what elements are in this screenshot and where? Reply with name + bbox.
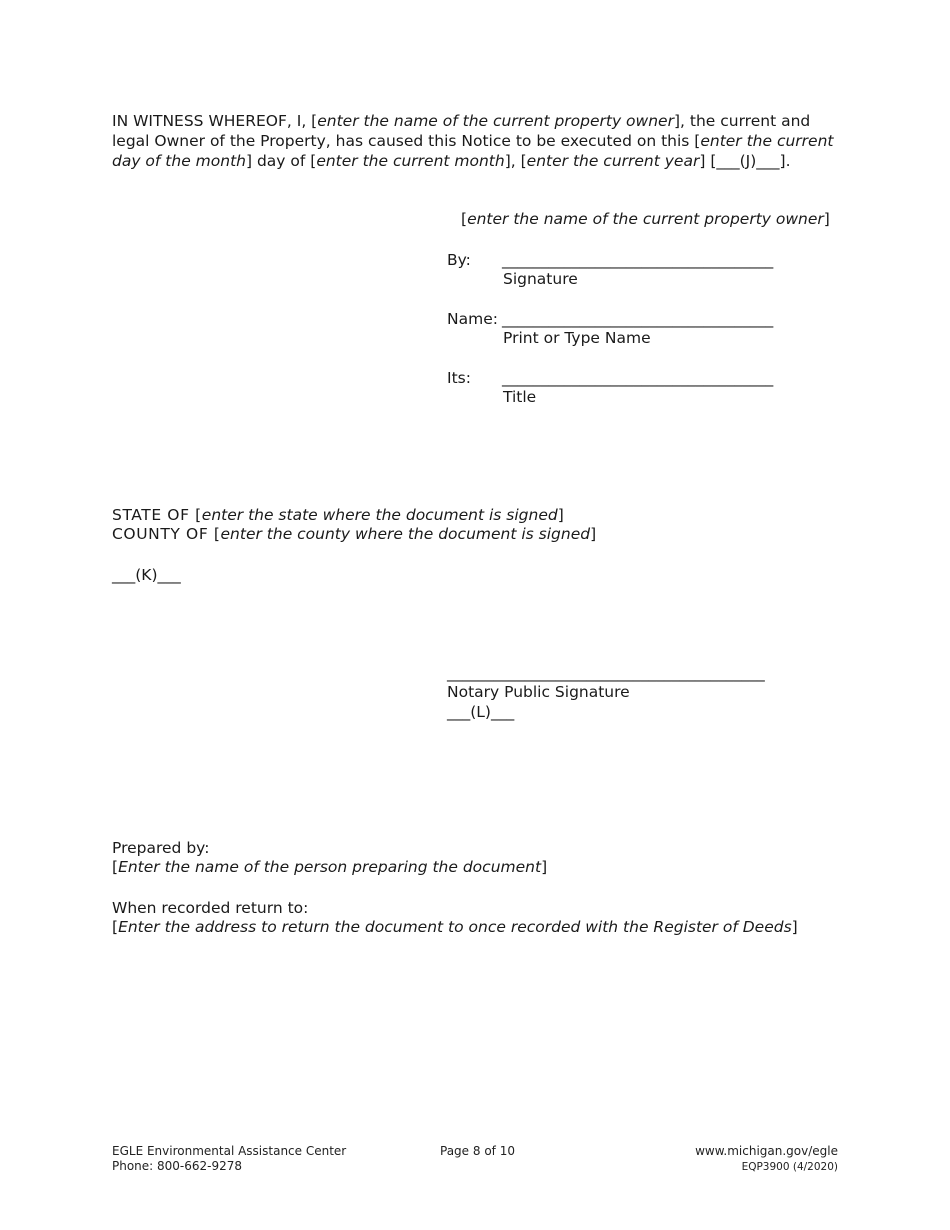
county-label: COUNTY OF [ bbox=[112, 525, 221, 543]
witness-line-2 bbox=[112, 131, 842, 151]
footer-phone: Phone: 800-662-9278 bbox=[112, 1159, 243, 1173]
signature-caption: Signature bbox=[503, 270, 578, 288]
owner-name-heading bbox=[461, 209, 830, 229]
month-placeholder: enter the current month bbox=[316, 152, 505, 170]
footer-page-number: Page 8 of 10 bbox=[440, 1144, 515, 1158]
year-placeholder: enter the current year bbox=[526, 152, 700, 170]
bracket: [ bbox=[112, 918, 119, 936]
return-address-line bbox=[112, 917, 798, 937]
preparer-placeholder: Enter the name of the person preparing the document bbox=[118, 858, 542, 876]
witness-text: IN WITNESS WHEREOF, I, [ bbox=[112, 112, 318, 130]
bracket: ] bbox=[541, 858, 548, 876]
state-line bbox=[112, 505, 564, 525]
signature-line: ___________________________________ bbox=[502, 251, 774, 269]
county-placeholder: enter the county where the document is signed bbox=[220, 525, 591, 543]
witness-text: ] day of [ bbox=[245, 152, 317, 170]
preparer-line bbox=[112, 857, 547, 877]
bracket: ] bbox=[590, 525, 597, 543]
bracket: [ bbox=[112, 858, 119, 876]
title-line: ___________________________________ bbox=[502, 369, 774, 387]
field-l: ___(L)___ bbox=[447, 703, 515, 721]
witness-text: legal Owner of the Property, has caused this Notice to be executed on this [ bbox=[112, 132, 701, 150]
footer-form-number: EQP3900 (4/2020) bbox=[741, 1161, 838, 1173]
name-line: ___________________________________ bbox=[502, 310, 774, 328]
day-placeholder: enter the current bbox=[700, 132, 834, 150]
its-label: Its: bbox=[447, 369, 471, 387]
witness-text: ], [ bbox=[504, 152, 527, 170]
field-j: ] [___(J)___]. bbox=[699, 152, 791, 170]
field-k: ___(K)___ bbox=[112, 566, 181, 584]
name-caption: Print or Type Name bbox=[503, 329, 651, 347]
bracket: [ bbox=[461, 210, 468, 228]
return-to-label: When recorded return to: bbox=[112, 899, 309, 917]
name-label: Name: bbox=[447, 310, 498, 328]
state-label: STATE OF [ bbox=[112, 506, 202, 524]
prepared-by-label: Prepared by: bbox=[112, 839, 210, 857]
bracket: ] bbox=[791, 918, 798, 936]
notary-signature-line: _________________________________________ bbox=[447, 664, 765, 682]
bracket: ] bbox=[823, 210, 830, 228]
footer-url: www.michigan.gov/egle bbox=[695, 1144, 838, 1158]
by-label: By: bbox=[447, 251, 471, 269]
witness-line-3 bbox=[112, 151, 842, 171]
footer-org: EGLE Environmental Assistance Center bbox=[112, 1144, 347, 1158]
owner-name-placeholder: enter the name of the current property owner bbox=[317, 112, 674, 130]
bracket: ] bbox=[557, 506, 564, 524]
witness-line-1 bbox=[112, 111, 842, 131]
witness-paragraph bbox=[112, 111, 842, 171]
title-caption: Title bbox=[503, 388, 537, 406]
owner-name-placeholder: enter the name of the current property owner bbox=[467, 210, 824, 228]
county-line bbox=[112, 524, 596, 544]
state-placeholder: enter the state where the document is signed bbox=[201, 506, 558, 524]
day-placeholder: day of the month bbox=[112, 152, 246, 170]
witness-text: ], the current and bbox=[673, 112, 811, 130]
return-address-placeholder: Enter the address to return the document to once recorded with the Register of Deeds bbox=[118, 918, 792, 936]
notary-caption: Notary Public Signature bbox=[447, 683, 630, 701]
